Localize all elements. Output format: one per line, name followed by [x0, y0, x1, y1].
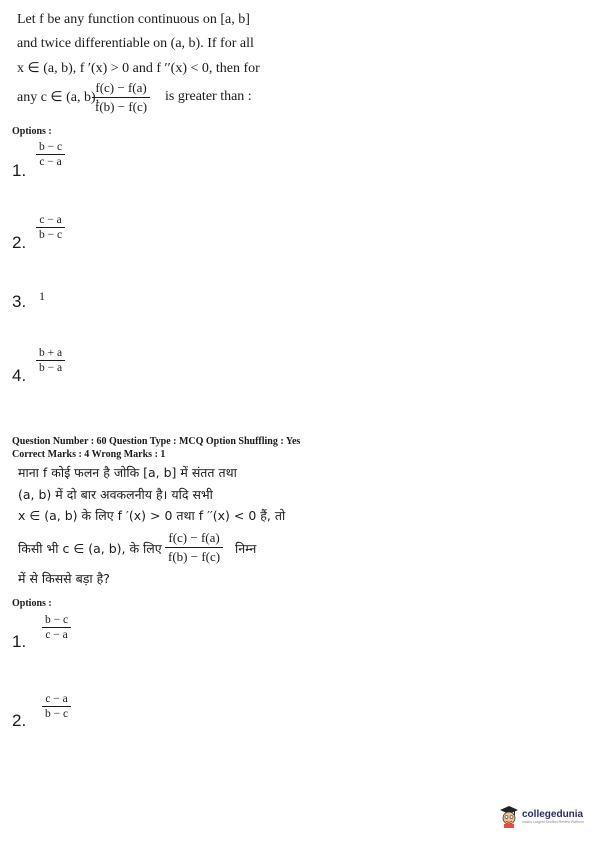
option-2-fraction [36, 214, 65, 241]
q60-line-4-prefix: किसी भी c ∈ (a, b), के लिए [18, 541, 162, 556]
option-3-number: 3. [12, 292, 27, 311]
option-1-fraction [36, 141, 65, 168]
q60-header-line-1: Question Number : 60 Question Type : MCQ Option Shuffling : Yes [12, 436, 301, 447]
q59-line-4-suffix: is greater than : [165, 89, 252, 104]
option-2-bottom: b − c [39, 229, 63, 241]
q59-frac-numerator: f(c) − f(a) [92, 80, 149, 98]
q60-header-line-2: Correct Marks : 4 Wrong Marks : 1 [12, 449, 166, 460]
q59-line-2: and twice differentiable on (a, b). If for all [17, 36, 254, 51]
q59-line-3: x ∈ (a, b), f ′(x) > 0 and f ′′(x) < 0, then for [17, 61, 260, 76]
q60-option-2-fraction [42, 693, 71, 720]
option-1-number: 1. [12, 161, 27, 180]
option-4-bottom: b − a [39, 362, 63, 374]
q59-fraction [92, 80, 150, 115]
option-4-fraction [36, 347, 65, 374]
q59-line-4-prefix: any c ∈ (a, b), [17, 90, 100, 105]
q60-option-1-bottom: c − a [45, 629, 68, 641]
q60-option-2-bottom: b − c [45, 708, 69, 720]
q60-option-1-fraction [42, 614, 71, 641]
q60-option-1-number: 1. [12, 632, 27, 651]
collegedunia-logo[interactable] [498, 804, 584, 828]
logo-wordmark: collegedunia [522, 808, 584, 820]
option-2-top: c − a [36, 214, 64, 228]
q60-line-3: x ∈ (a, b) के लिए f ′(x) > 0 तथा f ′′(x) < 0 हैं, तो [18, 508, 286, 523]
logo-tagline: India's Largest Student Review Platform [522, 819, 585, 824]
option-2-number: 2. [12, 233, 27, 252]
q60-fraction [165, 530, 223, 565]
q59-line-1: Let f be any function continuous on [a, b] [17, 12, 250, 27]
q60-option-2-number: 2. [12, 711, 27, 730]
option-4-top: b + a [36, 347, 65, 361]
q60-option-2-top: c − a [42, 693, 70, 707]
q60-line-4-suffix: निम्न [235, 541, 257, 556]
options-label: Options : [12, 126, 52, 137]
option-3-value: 1 [39, 289, 45, 303]
q60-line-1: माना f कोई फलन है जोकि [a, b] में संतत तथा [18, 465, 237, 480]
option-1-bottom: c − a [39, 156, 62, 168]
q60-frac-numerator: f(c) − f(a) [165, 530, 222, 548]
q60-line-2: (a, b) में दो बार अवकलनीय है। यदि सभी [18, 487, 213, 502]
q59-frac-denominator: f(b) − f(c) [95, 99, 148, 114]
graduate-mascot-icon [498, 804, 520, 828]
option-4-number: 4. [12, 366, 27, 385]
q60-option-1-top: b − c [42, 614, 71, 628]
option-1-top: b − c [36, 141, 65, 155]
q60-frac-denominator: f(b) − f(c) [168, 549, 221, 564]
options-label-2: Options : [12, 598, 52, 609]
q60-line-5: में से किससे बड़ा है? [18, 571, 110, 586]
